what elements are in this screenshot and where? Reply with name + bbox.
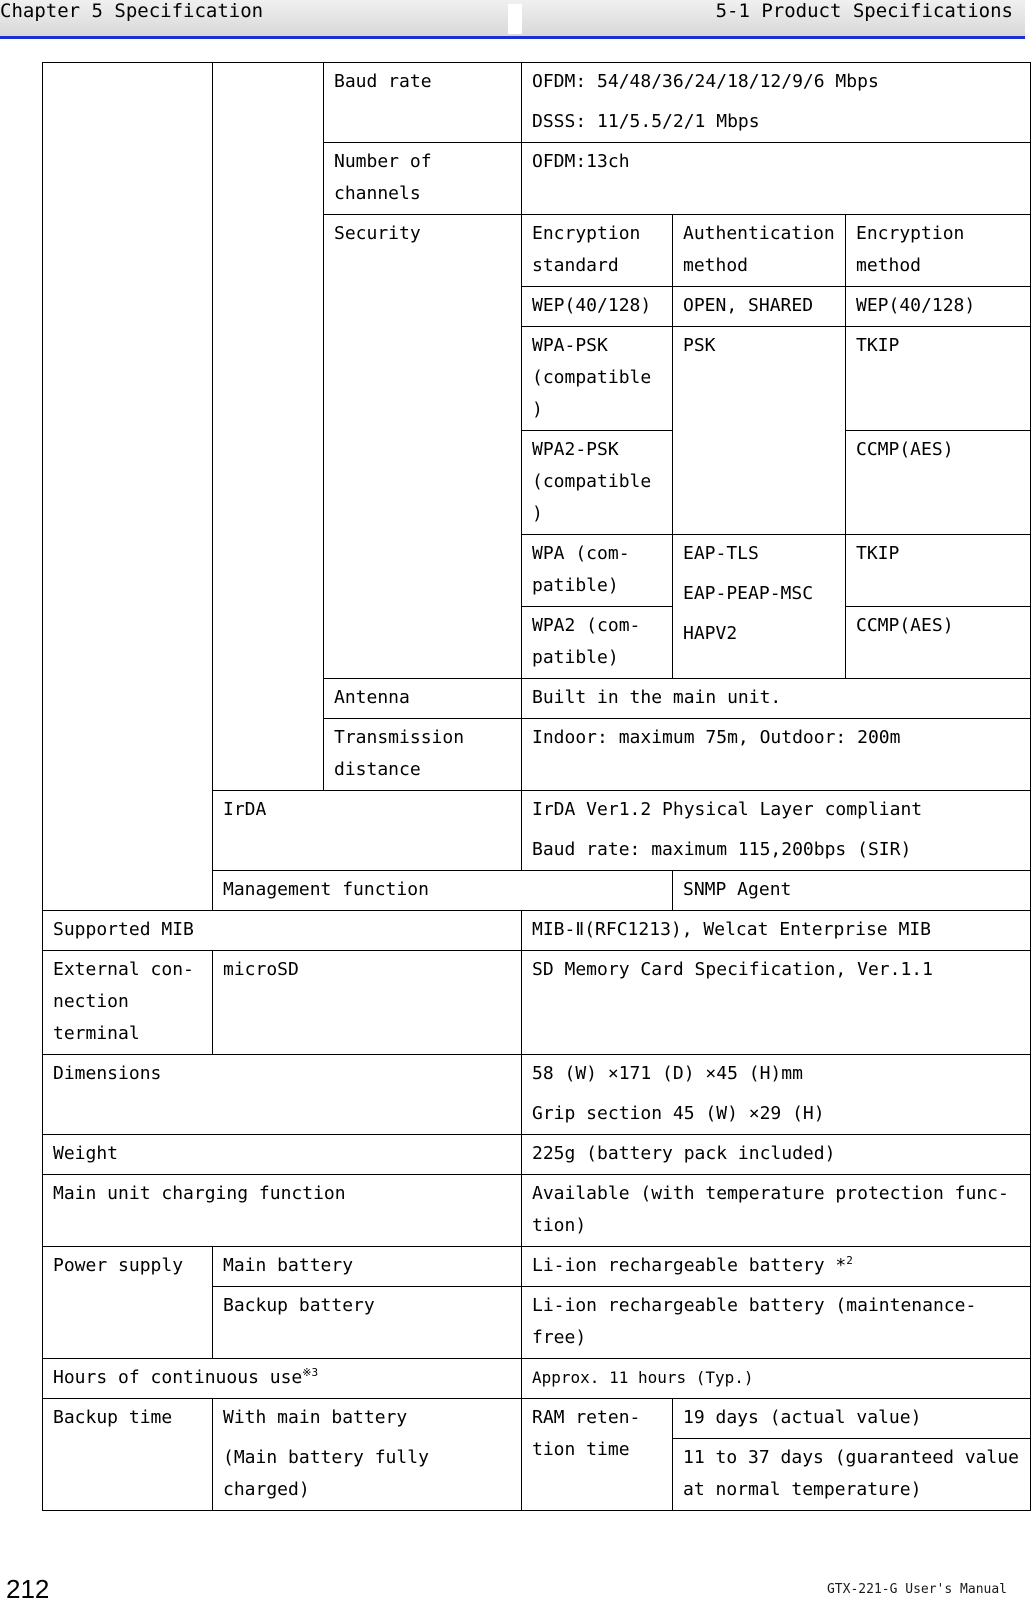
table-row (43, 1175, 1031, 1247)
table-cell: WPA2 (com-patible) (522, 607, 673, 679)
table-cell: CCMP(AES) (846, 431, 1031, 535)
table-row (43, 1359, 1031, 1399)
row-label: IrDA (213, 791, 522, 871)
row-value: Indoor: maximum 75m, Outdoor: 200m (522, 719, 1031, 791)
column-header: Encryption method (846, 215, 1031, 287)
blank-cell (213, 63, 324, 791)
manual-title: GTX-221-G User's Manual (826, 1582, 1007, 1597)
row-value: SNMP Agent (673, 871, 1031, 911)
header-divider (508, 4, 522, 34)
row-label: Management function (213, 871, 673, 911)
table-cell: TKIP (846, 327, 1031, 431)
row-value: OFDM:13ch (522, 143, 1031, 215)
column-header: Authentication method (673, 215, 846, 287)
table-cell: CCMP(AES) (846, 607, 1031, 679)
row-sublabel: microSD (213, 951, 522, 1055)
table-cell: TKIP (846, 535, 1031, 607)
row-label: External con-nection terminal (43, 951, 213, 1055)
row-label: Main unit charging function (43, 1175, 522, 1247)
row-label: Dimensions (43, 1055, 522, 1135)
row-sublabel: With main battery (Main battery fully charged) (213, 1399, 522, 1511)
table-cell: WPA2-PSK (compatible) (522, 431, 673, 535)
row-value: 11 to 37 days (guaranteed value at normal temperature) (673, 1439, 1031, 1511)
row-label: Number of channels (324, 143, 522, 215)
table-cell: EAP-TLS EAP-PEAP-MSC HAPV2 (673, 535, 846, 679)
row-label: Baud rate (324, 63, 522, 143)
row-label: Backup time (43, 1399, 213, 1511)
row-value: 225g (battery pack included) (522, 1135, 1031, 1175)
row-value: Approx. 11 hours (Typ.) (522, 1359, 1031, 1399)
table-row (43, 1055, 1031, 1135)
table-row (43, 1247, 1031, 1287)
row-value: Li-ion rechargeable battery *$^2$ (522, 1247, 1031, 1287)
row-label: Power supply (43, 1247, 213, 1359)
blank-cell (43, 63, 213, 911)
row-label: Supported MIB (43, 911, 522, 951)
row-value: Li-ion rechargeable battery (maintenance-free) (522, 1287, 1031, 1359)
row-value: IrDA Ver1.2 Physical Layer compliant Baud rate: maximum 115,200bps (SIR) (522, 791, 1031, 871)
table-cell: PSK (673, 327, 846, 535)
row-value: 58 (W) ×171 (D) ×45 (H)mm Grip section 45 (W) ×29 (H) (522, 1055, 1031, 1135)
row-sublabel: Main battery (213, 1247, 522, 1287)
table-row (43, 951, 1031, 1055)
table-row (43, 1135, 1031, 1175)
row-label: Weight (43, 1135, 522, 1175)
table-cell: WPA-PSK (compatible) (522, 327, 673, 431)
table-cell: OPEN, SHARED (673, 287, 846, 327)
table-row (43, 911, 1031, 951)
row-sublabel: RAM reten-tion time (522, 1399, 673, 1511)
table-cell: WEP(40/128) (522, 287, 673, 327)
table-row (43, 1399, 1031, 1439)
row-sublabel: Backup battery (213, 1287, 522, 1359)
column-header: Encryption standard (522, 215, 673, 287)
table-cell: WPA (com-patible) (522, 535, 673, 607)
table-row (43, 63, 1031, 143)
spec-table (42, 62, 1031, 1511)
page-header (0, 0, 1025, 39)
row-label: Transmission distance (324, 719, 522, 791)
row-value: SD Memory Card Specification, Ver.1.1 (522, 951, 1031, 1055)
section-title: 5-1 Product Specifications (715, 0, 1013, 22)
table-cell: WEP(40/128) (846, 287, 1031, 327)
row-value: MIB-Ⅱ(RFC1213), Welcat Enterprise MIB (522, 911, 1031, 951)
row-label: Security (324, 215, 522, 679)
page-number: 212 (6, 1574, 50, 1604)
row-value: Built in the main unit. (522, 679, 1031, 719)
row-label: Hours of continuous use$^{※3}$ (43, 1359, 522, 1399)
chapter-title: Chapter 5 Specification (0, 0, 264, 22)
row-value: Available (with temperature protection func-tion) (522, 1175, 1031, 1247)
row-label: Antenna (324, 679, 522, 719)
row-value: OFDM: 54/48/36/24/18/12/9/6 Mbps DSSS: 11/5.5/2/1 Mbps (522, 63, 1031, 143)
row-value: 19 days (actual value) (673, 1399, 1031, 1439)
